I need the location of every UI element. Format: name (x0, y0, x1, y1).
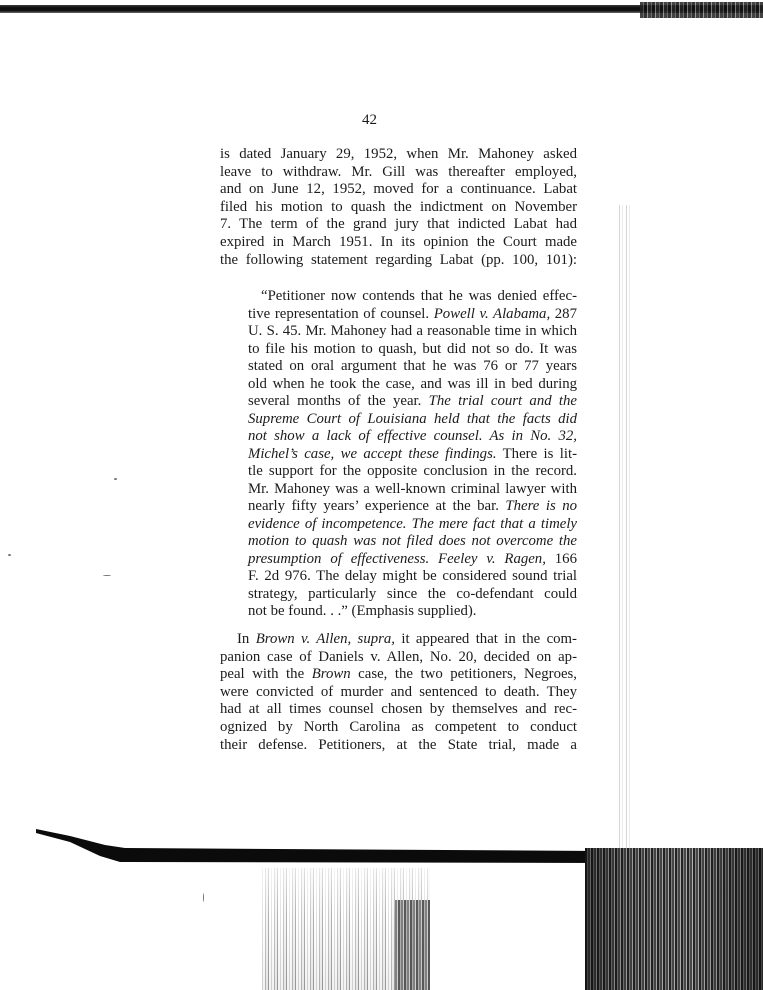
scan-right-margin-lines (616, 205, 632, 850)
text-line (248, 323, 577, 341)
text-segment: tive representation of counsel. (248, 305, 434, 322)
text-segment: to file his motion to quash, but did not so do. It was (248, 340, 577, 357)
text-line (220, 737, 577, 755)
text-segment: ognized by North Carolina as competent to conduct (220, 718, 577, 735)
text-segment: In (237, 631, 256, 647)
text-line (248, 411, 577, 429)
text-segment: the following statement regarding Labat (pp. 100, 101): (220, 251, 577, 268)
text-line (248, 288, 577, 306)
text-segment: their defense. Petitioners, at the State trial, made a (220, 736, 577, 753)
text-segment: panion case of Daniels v. Allen, No. 20, decided on ap- (220, 648, 577, 665)
italic-text: Michel’s case, we accept these findings. (248, 445, 497, 462)
text-line (248, 446, 577, 464)
text-line (248, 306, 577, 324)
text-line (220, 631, 577, 649)
text-line (248, 533, 577, 551)
text-segment: 287 (550, 305, 577, 322)
text-line (248, 498, 577, 516)
text-segment: case, the two petitioners, Negroes, (350, 666, 577, 683)
scan-bottom-middle-stripes (395, 900, 430, 990)
scan-speck (114, 478, 117, 480)
scan-speck (203, 893, 204, 902)
scan-bottom-middle-noise (262, 868, 430, 990)
text-line (220, 199, 577, 217)
text-segment: tle support for the opposite conclusion in the record. (248, 463, 577, 479)
text-segment: There is lit- (496, 445, 577, 462)
text-segment: Mr. Mahoney was a well-known criminal lawyer with (248, 480, 577, 497)
text-line (248, 586, 577, 604)
text-segment: strategy, particularly since the co-defendant could (248, 585, 577, 602)
text-segment: 7. The term of the grand jury that indicted Labat had (220, 216, 577, 233)
text-segment: expired in March 1951. In its opinion the Court made (220, 233, 577, 250)
text-segment: stated on oral argument that he was 76 or 77 years (248, 358, 577, 374)
text-segment: filed his motion to quash the indictment on November (220, 198, 577, 215)
text-segment: peal with the (220, 666, 312, 683)
text-segment: “Petitioner now contends that he was denied effec- (261, 288, 577, 304)
text-segment: not be found. . .” (Emphasis supplied). (248, 603, 477, 619)
text-segment: F. 2d 976. The delay might be considered sound trial (248, 568, 577, 584)
text-line (220, 701, 577, 719)
italic-text: presumption of effectiveness. Feeley v. Ragen, (248, 550, 546, 567)
text-segment: had at all times counsel chosen by themselves and rec- (220, 701, 577, 718)
text-line (248, 376, 577, 394)
text-segment: nearly fifty years’ experience at the bar. (248, 498, 506, 514)
italic-text: Brown v. Allen, supra, (255, 631, 395, 647)
text-line (220, 666, 577, 684)
text-line (220, 649, 577, 667)
text-segment: U. S. 45. Mr. Mahoney had a reasonable time in which (248, 323, 577, 339)
italic-text: There is no (505, 498, 577, 514)
paragraph-1 (220, 146, 577, 269)
block-quote (248, 288, 577, 621)
text-line (220, 146, 577, 164)
text-segment: old when he took the case, and was ill in bed during (248, 375, 577, 392)
text-line (248, 341, 577, 359)
text-line (248, 551, 577, 569)
italic-text: The trial court and the (428, 393, 577, 409)
text-segment: it appeared that in the com- (394, 631, 577, 647)
text-line (220, 252, 577, 270)
text-line (248, 358, 577, 376)
text-line (220, 164, 577, 182)
italic-text: not show a lack of effective counsel. As in No. 32, (248, 428, 577, 444)
text-line (248, 568, 577, 586)
text-line (248, 428, 577, 446)
text-line (220, 234, 577, 252)
scan-top-edge-shadow (0, 5, 763, 13)
text-segment: is dated January 29, 1952, when Mr. Mahoney asked (220, 146, 577, 162)
italic-text: motion to quash was not filed does not overcome the (248, 533, 577, 549)
text-line (220, 216, 577, 234)
text-line (220, 684, 577, 702)
page-number: 42 (362, 112, 377, 128)
text-segment: several months of the year. (248, 393, 429, 409)
page-curl-shadow (36, 829, 600, 863)
scan-speck (8, 554, 11, 556)
text-line (248, 393, 577, 411)
italic-text: evidence of incompetence. The mere fact that a timely (248, 515, 577, 532)
text-line (220, 181, 577, 199)
text-line (220, 719, 577, 737)
paragraph-2 (220, 631, 577, 754)
text-line (248, 603, 577, 621)
text-line (248, 481, 577, 499)
text-segment: leave to withdraw. Mr. Gill was thereafter employed, (220, 163, 577, 180)
text-segment: were convicted of murder and sentenced to death. They (220, 683, 577, 700)
italic-text: Supreme Court of Louisiana held that the facts did (248, 410, 577, 427)
scan-speck (103, 575, 111, 576)
scan-bottom-right-shadow (585, 848, 763, 990)
scan-top-right-noise (640, 2, 763, 18)
text-line (248, 463, 577, 481)
text-segment: and on June 12, 1952, moved for a continuance. Labat (220, 181, 577, 198)
italic-text: Brown (311, 666, 351, 683)
text-line (248, 516, 577, 534)
text-segment: 166 (545, 550, 577, 567)
italic-text: Powell v. Alabama, (433, 305, 551, 322)
